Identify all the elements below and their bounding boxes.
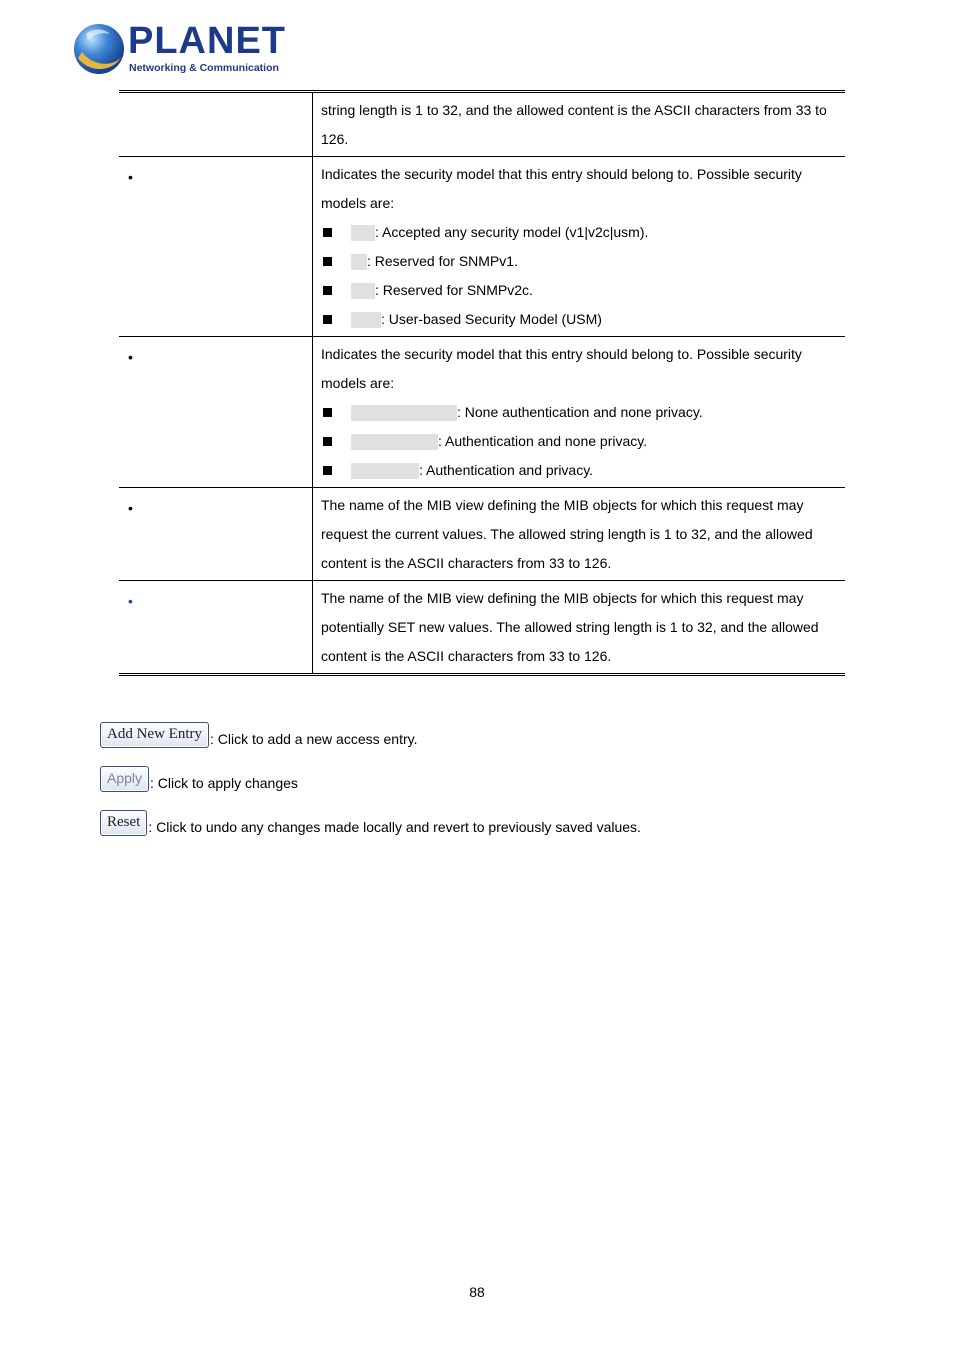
parameter-name-cell	[119, 337, 313, 488]
square-bullet-icon	[323, 466, 332, 475]
button-description-row	[100, 766, 298, 792]
parameter-description-cell	[313, 581, 846, 675]
option-item: : Accepted any security model (v1|v2c|usm).	[321, 218, 837, 247]
parameter-description-cell	[313, 337, 846, 488]
square-bullet-icon	[323, 315, 332, 324]
button-description-row	[100, 810, 641, 836]
option-keyword	[351, 434, 438, 450]
planet-logo	[72, 20, 286, 78]
square-bullet-icon	[323, 408, 332, 417]
parameter-name-cell	[119, 157, 313, 337]
table-row	[119, 581, 845, 675]
parameter-name-cell	[119, 92, 313, 157]
bullet-icon: •	[128, 500, 133, 516]
parameter-description-cell	[313, 157, 846, 337]
bullet-icon: •	[128, 349, 133, 365]
option-item: : Authentication and privacy.	[321, 456, 837, 485]
option-keyword	[351, 405, 457, 421]
option-keyword	[351, 254, 367, 270]
apply-button[interactable]: Apply	[100, 766, 149, 792]
table-row	[119, 157, 845, 337]
square-bullet-icon	[323, 257, 332, 266]
parameter-description-cell	[313, 488, 846, 581]
table-row	[119, 92, 845, 157]
bullet-icon: •	[128, 169, 133, 185]
option-keyword	[351, 283, 375, 299]
option-item: : Reserved for SNMPv2c.	[321, 276, 837, 305]
option-keyword	[351, 225, 375, 241]
globe-icon	[72, 22, 126, 76]
square-bullet-icon	[323, 437, 332, 446]
bullet-icon: •	[128, 593, 133, 609]
description-text: Indicates the security model that this entry should belong to. Possible security models are:	[321, 166, 802, 211]
logo-wordmark: PLANET	[128, 20, 286, 62]
reset-button[interactable]: Reset	[100, 810, 147, 836]
add-new-entry-button[interactable]: Add New Entry	[100, 722, 209, 748]
option-keyword	[351, 312, 381, 328]
table-row	[119, 488, 845, 581]
button-description: : Click to undo any changes made locally and revert to previously saved values.	[148, 819, 641, 835]
description-text: The name of the MIB view defining the MIB objects for which this request may request the current values. The allowed string length is 1 to 32, and the allowed content is the ASCII characters from 33 to 126.	[321, 497, 813, 571]
parameter-table	[119, 90, 845, 676]
description-text: string length is 1 to 32, and the allowed content is the ASCII characters from 33 to 126.	[321, 102, 827, 147]
page-number: 88	[469, 1284, 485, 1300]
logo-tagline: Networking & Communication	[129, 62, 279, 74]
option-item: : User-based Security Model (USM)	[321, 305, 837, 334]
parameter-name-cell	[119, 488, 313, 581]
description-text: Indicates the security model that this entry should belong to. Possible security models are:	[321, 346, 802, 391]
description-text: The name of the MIB view defining the MIB objects for which this request may potentially SET new values. The allowed string length is 1 to 32, and the allowed content is the ASCII characters from 33 to 126.	[321, 590, 819, 664]
button-description-row	[100, 722, 417, 748]
option-item: : Reserved for SNMPv1.	[321, 247, 837, 276]
square-bullet-icon	[323, 286, 332, 295]
square-bullet-icon	[323, 228, 332, 237]
option-item: : Authentication and none privacy.	[321, 427, 837, 456]
parameter-name-cell	[119, 581, 313, 675]
parameter-description-cell	[313, 92, 846, 157]
button-description: : Click to add a new access entry.	[209, 731, 418, 747]
option-keyword	[351, 463, 419, 479]
button-description: : Click to apply changes	[150, 775, 298, 791]
option-item: : None authentication and none privacy.	[321, 398, 837, 427]
table-row	[119, 337, 845, 488]
